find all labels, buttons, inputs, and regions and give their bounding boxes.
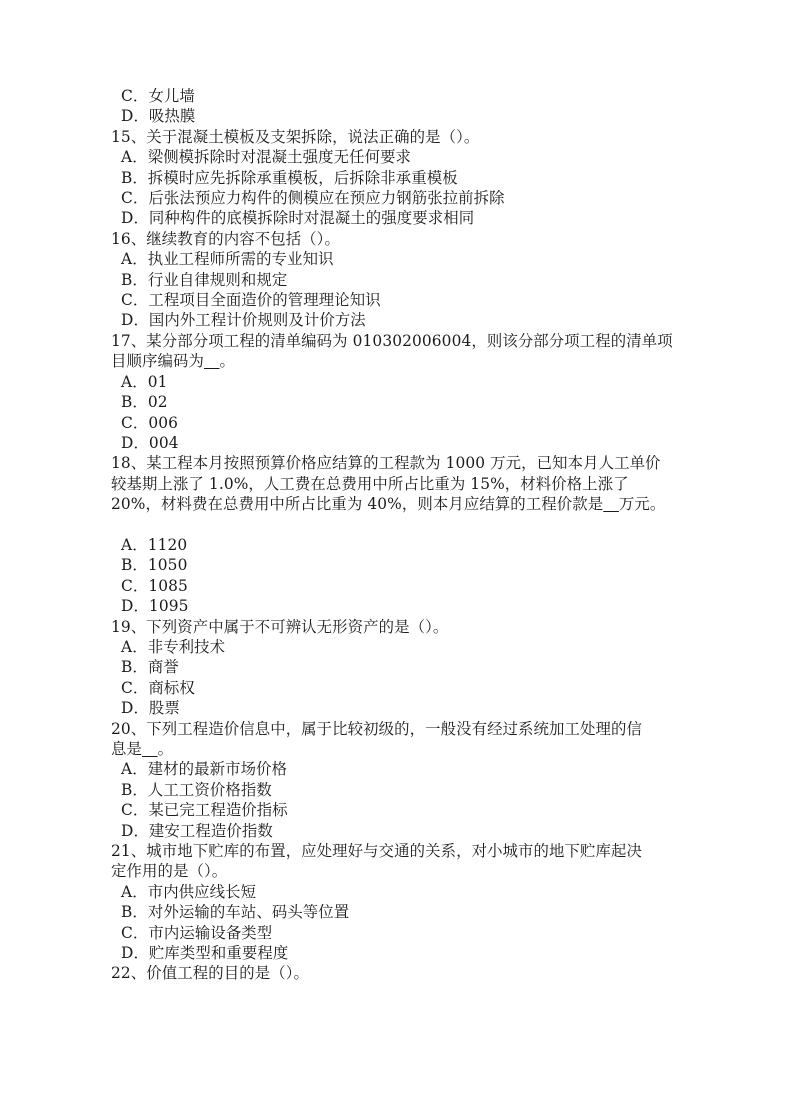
answer-option-line: D．004	[121, 433, 179, 452]
question-continuation-line: 较基期上涨了 1.0%，人工费在总费用中所占比重为 15%，材料价格上涨了	[111, 474, 629, 493]
question-line: 19、下列资产中属于不可辨认无形资产的是（）。	[111, 617, 449, 636]
answer-option-line: A．建材的最新市场价格	[121, 760, 288, 779]
question-line: 22、价值工程的目的是（）。	[111, 964, 309, 983]
answer-option-line: B．对外运输的车站、码头等位置	[121, 903, 350, 922]
answer-option-line: C．1085	[121, 576, 188, 595]
answer-option-line: C．商标权	[121, 678, 195, 697]
answer-option-line: A．执业工程师所需的专业知识	[121, 250, 334, 269]
question-continuation-line: 定作用的是（）。	[111, 862, 228, 881]
question-line: 20、下列工程造价信息中，属于比较初级的，一般没有经过系统加工处理的信	[111, 719, 642, 738]
fill-in-blank	[142, 740, 158, 758]
answer-option-line: B．1050	[121, 556, 188, 575]
question-line: 18、某工程本月按照预算价格应结算的工程款为 1000 万元，已知本月人工单价	[111, 454, 661, 473]
answer-option-line: C．某已完工程造价指标	[121, 801, 288, 820]
question-continuation-line: 息是 。	[111, 739, 174, 758]
answer-option-line: D．国内外工程计价规则及计价方法	[121, 311, 366, 330]
question-line: 15、关于混凝土模板及支架拆除，说法正确的是（）。	[111, 127, 480, 146]
answer-option-line: B．拆模时应先拆除承重模板，后拆除非承重模板	[121, 168, 458, 187]
fill-in-blank	[603, 495, 619, 513]
answer-option-line: A．01	[121, 372, 168, 391]
question-continuation-line: 20%，材料费在总费用中所占比重为 40%，则本月应结算的工程价款是 万元。	[111, 495, 666, 514]
answer-option-line: D．吸热膜	[121, 107, 196, 126]
answer-option-line: D．1095	[121, 597, 189, 616]
answer-option-line: D．同种构件的底模拆除时对混凝土的强度要求相同	[121, 209, 475, 228]
answer-option-line: B．商誉	[121, 658, 179, 677]
answer-option-line: A．市内供应线长短	[121, 882, 257, 901]
answer-option-line: C．后张法预应力构件的侧模应在预应力钢筋张拉前拆除	[121, 189, 505, 208]
blank-spacer-line	[111, 515, 675, 535]
answer-option-line: A．非专利技术	[121, 637, 226, 656]
question-line: 17、某分部分项工程的清单编码为 010302006004，则该分部分项工程的清单项	[111, 331, 673, 350]
answer-option-line: C．工程项目全面造价的管理理论知识	[121, 291, 381, 310]
answer-option-line: A．梁侧模拆除时对混凝土强度无任何要求	[121, 148, 412, 167]
answer-option-line: C．市内运输设备类型	[121, 923, 273, 942]
answer-option-line: C．女儿墙	[121, 87, 195, 105]
answer-option-line: D．建安工程造价指数	[121, 821, 273, 840]
fill-in-blank	[204, 352, 220, 370]
answer-option-line: C．006	[121, 413, 179, 432]
answer-option-line: B．人工工资价格指数	[121, 780, 272, 799]
exam-text-block	[111, 86, 675, 984]
question-line: 21、城市地下贮库的布置，应处理好与交通的关系，对小城市的地下贮库起决	[111, 842, 642, 861]
answer-option-line: B．02	[121, 393, 168, 412]
answer-option-line: A．1120	[121, 535, 188, 554]
question-continuation-line: 目顺序编码为 。	[111, 352, 236, 371]
question-line: 16、继续教育的内容不包括（）。	[111, 229, 340, 248]
answer-option-line: D．贮库类型和重要程度	[121, 944, 289, 963]
answer-option-line: D．股票	[121, 699, 180, 718]
answer-option-line: B．行业自律规则和规定	[121, 270, 288, 289]
